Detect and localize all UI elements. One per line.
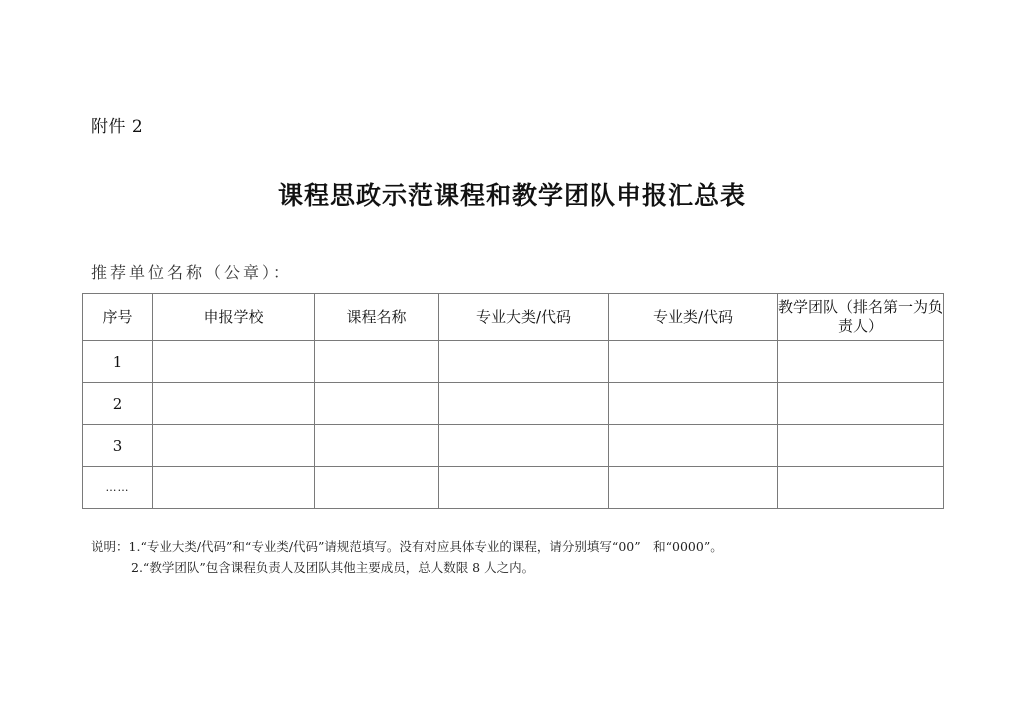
table-row [83, 467, 944, 509]
note-text: 2.“教学团队”包含课程负责人及团队其他主要成员，总人数限 8 人之内。 [131, 560, 535, 575]
course-name-cell[interactable] [315, 383, 439, 425]
row-seq: …… [83, 467, 153, 509]
table-row [83, 425, 944, 467]
school-cell[interactable] [153, 341, 315, 383]
major-category-cell[interactable] [439, 341, 609, 383]
course-name-cell[interactable] [315, 341, 439, 383]
course-name-cell[interactable] [315, 467, 439, 509]
table-header-row [83, 294, 944, 341]
school-cell[interactable] [153, 425, 315, 467]
major-category-cell[interactable] [439, 383, 609, 425]
major-category-cell[interactable] [439, 467, 609, 509]
major-class-cell[interactable] [609, 383, 778, 425]
header-course-name: 课程名称 [315, 294, 439, 341]
header-major-class-code: 专业类/代码 [609, 294, 778, 341]
header-major-category-code: 专业大类/代码 [439, 294, 609, 341]
major-category-cell[interactable] [439, 425, 609, 467]
note-item [91, 557, 723, 578]
teaching-team-cell[interactable] [778, 467, 944, 509]
note-text: 1.“专业大类/代码”和“专业类/代码”请规范填写。没有对应具体专业的课程，请分别填写“00” 和“0000”。 [128, 539, 723, 554]
row-seq: 3 [83, 425, 153, 467]
row-seq: 1 [83, 341, 153, 383]
teaching-team-cell[interactable] [778, 425, 944, 467]
recommending-unit-label: 推荐单位名称（公章）： [91, 263, 293, 282]
teaching-team-cell[interactable] [778, 341, 944, 383]
school-cell[interactable] [153, 383, 315, 425]
major-class-cell[interactable] [609, 425, 778, 467]
table-row [83, 341, 944, 383]
header-seq: 序号 [83, 294, 153, 341]
summary-table [82, 293, 944, 509]
row-seq: 2 [83, 383, 153, 425]
course-name-cell[interactable] [315, 425, 439, 467]
notes-section [91, 536, 723, 578]
attachment-label: 附件 2 [91, 117, 144, 137]
page-title: 课程思政示范课程和教学团队申报汇总表 [277, 181, 746, 210]
table-row [83, 383, 944, 425]
header-school: 申报学校 [153, 294, 315, 341]
header-teaching-team: 教学团队（排名第一为负责人） [778, 294, 944, 341]
teaching-team-cell[interactable] [778, 383, 944, 425]
major-class-cell[interactable] [609, 467, 778, 509]
notes-label: 说明： [91, 539, 129, 554]
school-cell[interactable] [153, 467, 315, 509]
major-class-cell[interactable] [609, 341, 778, 383]
note-item [91, 536, 723, 557]
